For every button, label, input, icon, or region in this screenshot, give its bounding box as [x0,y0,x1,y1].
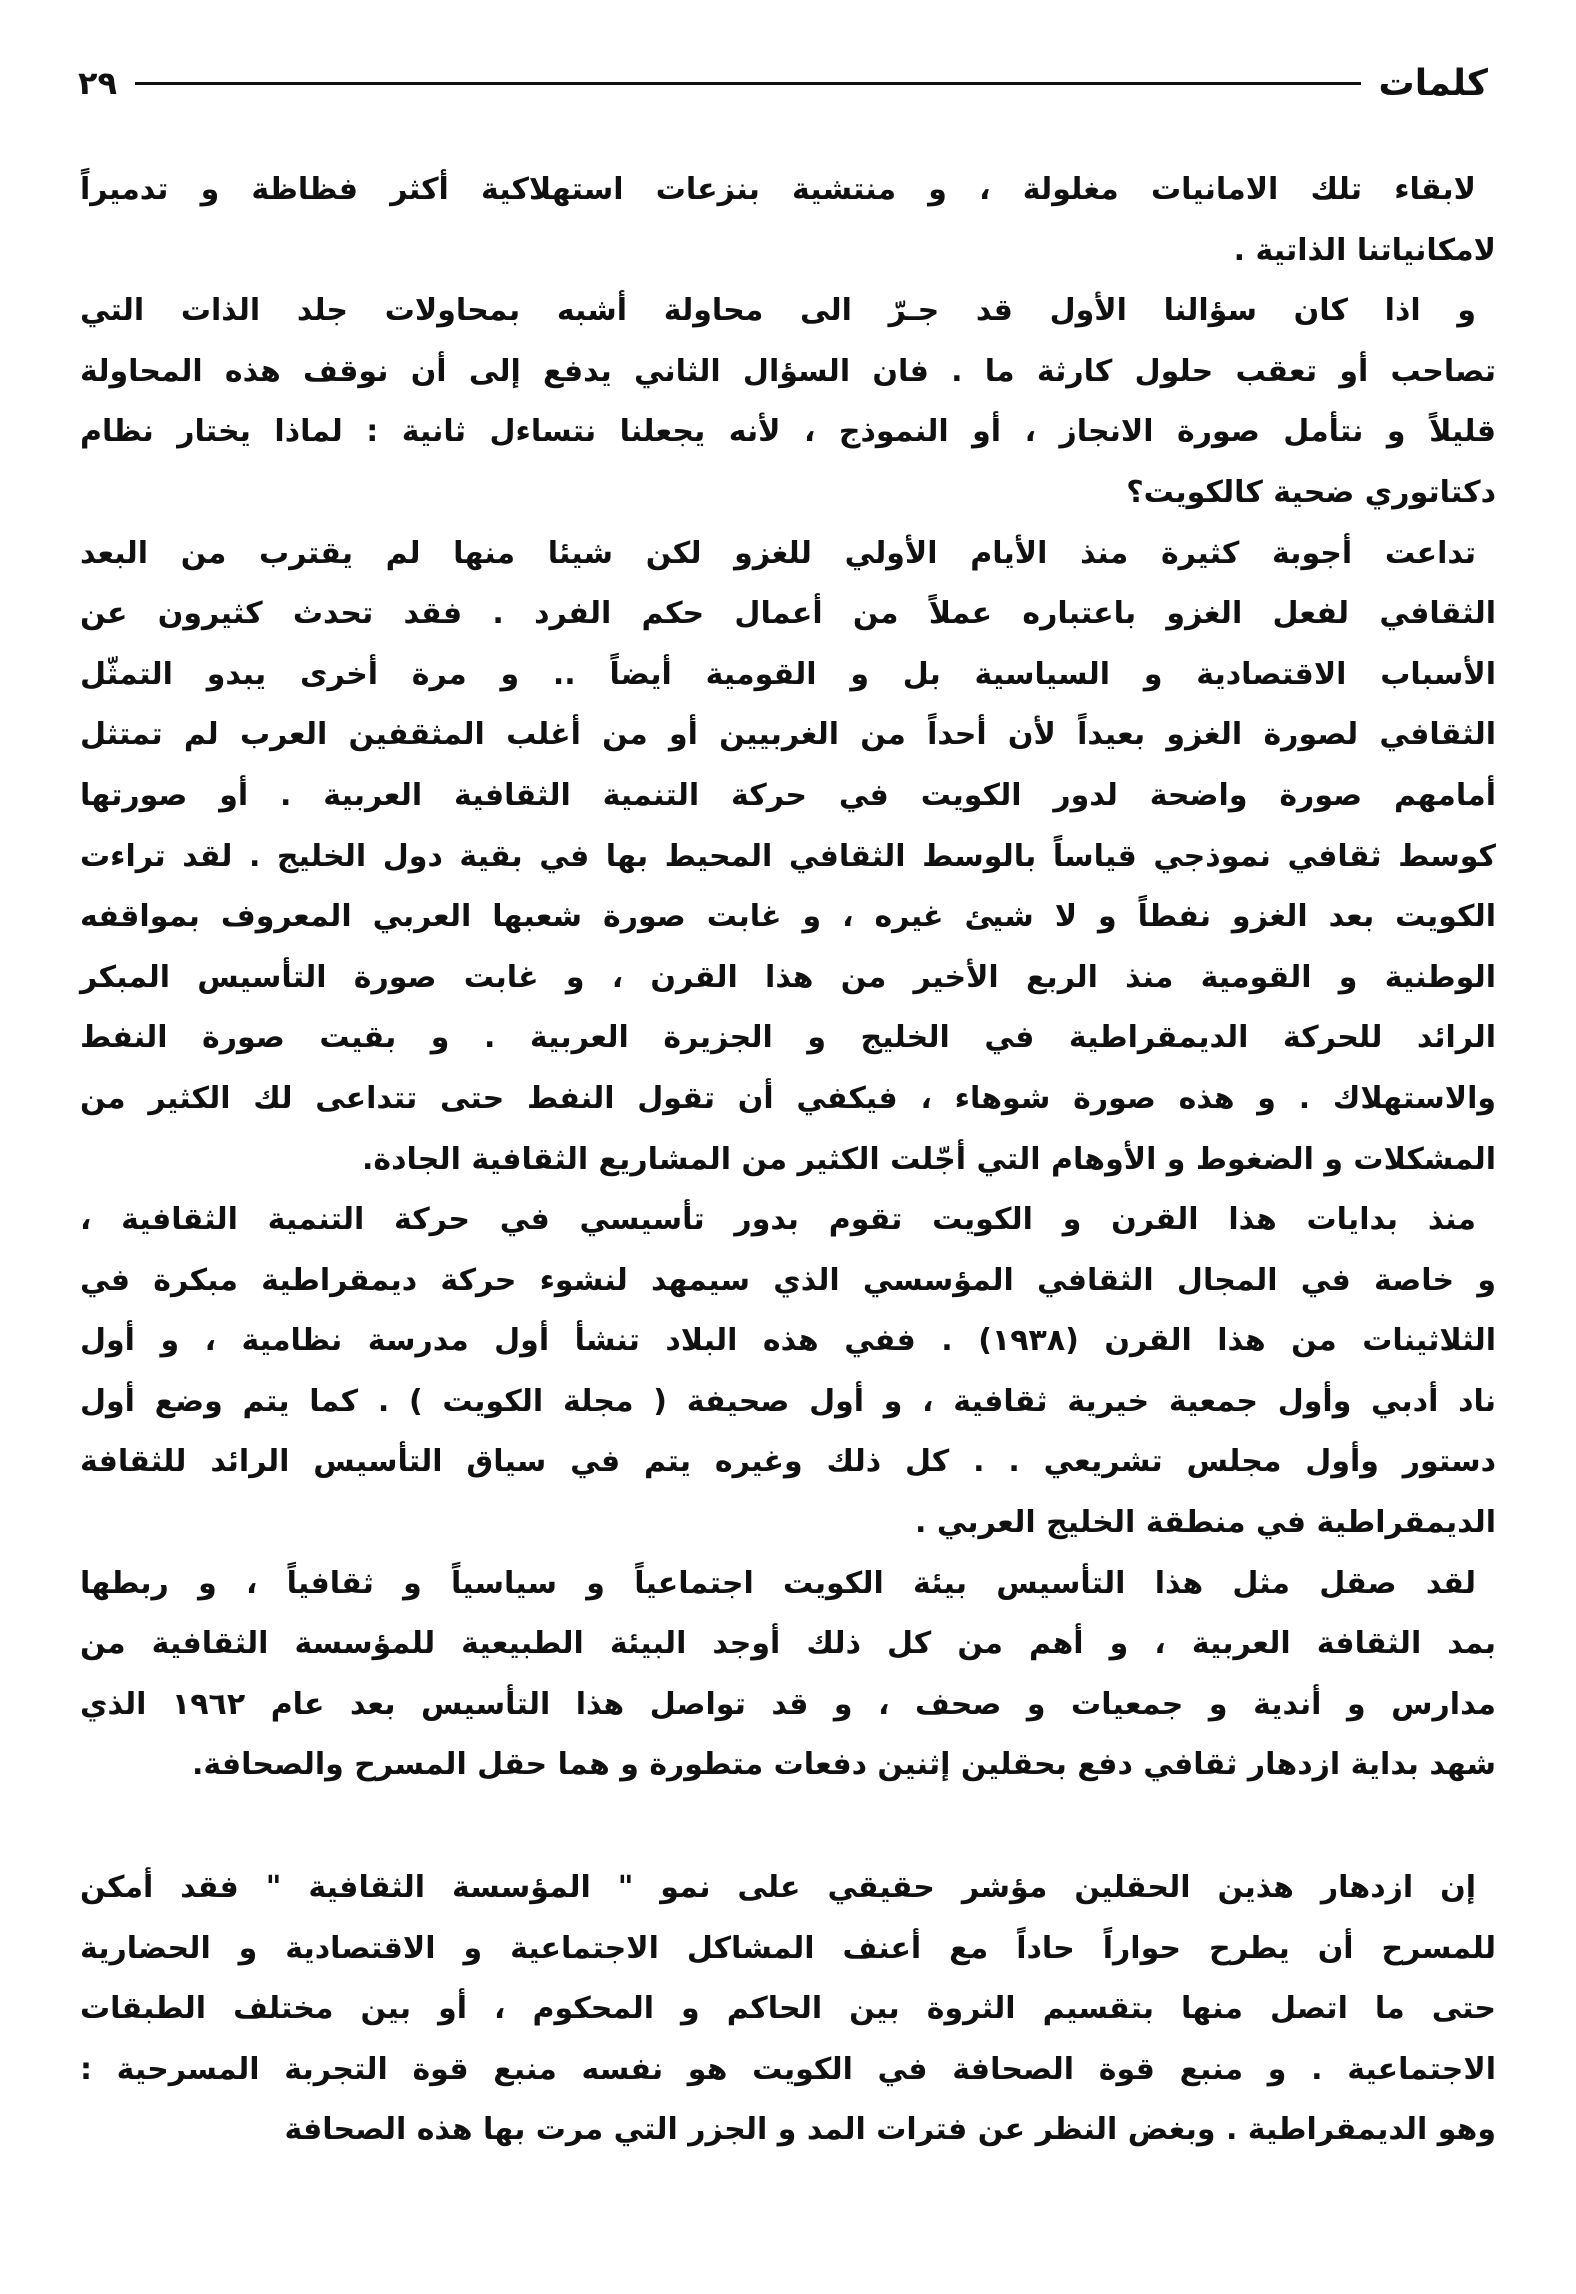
paragraph [80,1554,1496,1796]
running-title: كلمات [1378,62,1488,104]
text-line: الديمقراطية في منطقة الخليج العربي . [915,1505,1496,1541]
paragraph [80,1858,1496,2161]
text-line: بمد الثقافة العربية ، و أهم من كل ذلك أوجد البيئة الطبيعية للمؤسسة الثقافية من [80,1626,1496,1662]
body-text [80,160,1496,2161]
text-line: لابقاء تلك الامانيات مغلولة ، و منتشية بنزعات استهلاكية أكثر فظاظة و تدميراً [80,172,1476,207]
text-line: دستور وأول مجلس تشريعي . . كل ذلك وغيره يتم في سياق التأسيس الرائد للثقافة [80,1444,1496,1480]
text-line: قليلاً و نتأمل صورة الانجاز ، أو النموذج ، لأنه يجعلنا نتساءل ثانية : لماذا يختار نظام [80,414,1496,450]
text-line: لقد صقل مثل هذا التأسيس بيئة الكويت اجتماعياً و سياسياً و ثقافياً ، و ربطها [80,1565,1476,1601]
text-line: الأسباب الاقتصادية و السياسية بل و القومية أيضاً .. و مرة أخرى يبدو التمثّل [80,656,1496,692]
text-line: والاستهلاك . و هذه صورة شوهاء ، فيكفي أن تقول النفط حتى تتداعى لك الكثير من [80,1080,1496,1116]
paragraph [80,160,1496,281]
text-line: تداعت أجوبة كثيرة منذ الأيام الأولي للغزو لكن شيئا منها لم يقترب من البعد [80,535,1476,571]
text-line: ناد أدبي وأول جمعية خيرية ثقافية ، و أول صحيفة ( مجلة الكويت ) . كما يتم وضع أول [80,1383,1496,1419]
paragraph [80,281,1496,523]
text-line: المشكلات و الضغوط و الأوهام التي أجّلت الكثير من المشاريع الثقافية الجادة. [362,1141,1496,1177]
text-line: إن ازدهار هذين الحقلين مؤشر حقيقي على نمو " المؤسسة الثقافية " فقد أمكن [80,1870,1476,1906]
text-line: منذ بدايات هذا القرن و الكويت تقوم بدور تأسيسي في حركة التنمية الثقافية ، [80,1202,1476,1238]
text-line: الثلاثينات من هذا القرن (١٩٣٨) . ففي هذه البلاد تنشأ أول مدرسة نظامية ، و أول [80,1323,1496,1359]
text-line: الوطنية و القومية منذ الربع الأخير من هذا القرن ، و غابت صورة التأسيس المبكر [80,959,1496,995]
paragraph [80,1190,1496,1554]
text-line: دكتاتوري ضحية كالكويت؟ [1126,474,1496,510]
text-line: مدارس و أندية و جمعيات و صحف ، و قد تواصل هذا التأسيس بعد عام ١٩٦٢ الذي [80,1686,1496,1722]
page-number: ٢٩ [78,64,118,102]
text-line: و اذا كان سؤالنا الأول قد جـرّ الى محاولة أشبه بمحاولات جلد الذات التي [80,293,1476,329]
text-line: أمامهم صورة واضحة لدور الكويت في حركة التنمية الثقافية العربية . أو صورتها [80,777,1496,813]
text-line: و خاصة في المجال الثقافي المؤسسي الذي سيمهد لنشوء حركة ديمقراطية مبكرة في [80,1262,1496,1298]
page-header [78,58,1488,108]
text-line: كوسط ثقافي نموذجي قياساً بالوسط الثقافي المحيط بها في بقية دول الخليج . لقد تراءت [80,838,1496,874]
text-line: شهد بداية ازدهار ثقافي دفع بحقلين إثنين دفعات متطورة و هما حقل المسرح والصحافة. [191,1747,1496,1783]
text-line: حتى ما اتصل منها بتقسيم الثروة بين الحاكم و المحكوم ، أو بين مختلف الطبقات [80,1991,1496,2027]
paragraph-gap [80,1796,1496,1858]
header-rule [135,82,1360,85]
text-line: الرائد للحركة الديمقراطية في الخليج و الجزيرة العربية . و بقيت صورة النفط [80,1020,1496,1056]
text-line: الكويت بعد الغزو نفطاً و لا شيئ غيره ، و غابت صورة شعبها العربي المعروف بمواقفه [80,899,1496,935]
text-line: الاجتماعية . و منبع قوة الصحافة في الكويت هو نفسه منبع قوة التجربة المسرحية : [80,2051,1496,2087]
text-line: تصاحب أو تعقب حلول كارثة ما . فان السؤال الثاني يدفع إلى أن نوقف هذه المحاولة [80,353,1496,389]
text-line: الثقافي لصورة الغزو بعيداً لأن أحداً من الغربيين أو من أغلب المثقفين العرب لم تمتثل [80,717,1496,753]
paragraph [80,524,1496,1191]
text-line: لامكانياتنا الذاتية . [1233,232,1496,268]
text-line: الثقافي لفعل الغزو باعتباره عملاً من أعمال حكم الفرد . فقد تحدث كثيرون عن [80,596,1496,632]
text-line: وهو الديمقراطية . وبغض النظر عن فترات المد و الجزر التي مرت بها هذه الصحافة [284,2112,1496,2148]
text-line: للمسرح أن يطرح حواراً حاداً مع أعنف المشاكل الاجتماعية و الاقتصادية و الحضارية [80,1930,1496,1966]
